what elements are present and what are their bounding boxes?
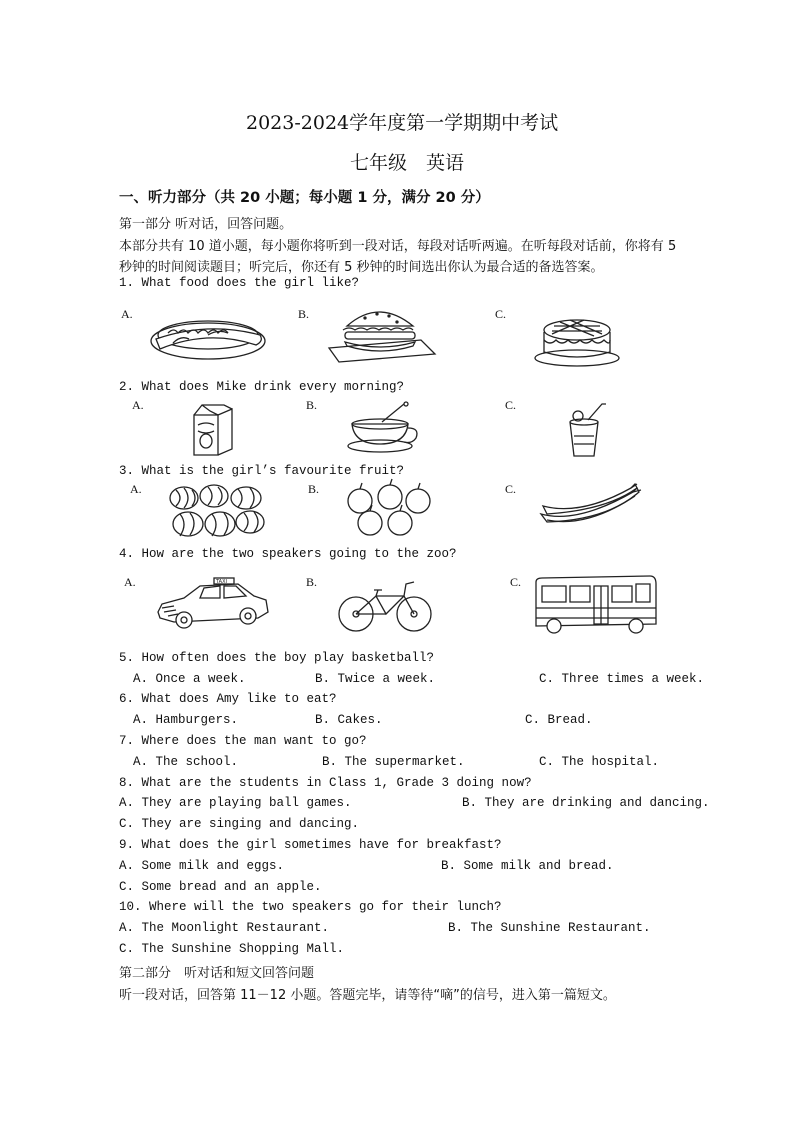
question-5: 5. How often does the boy play basketball? — [119, 651, 435, 665]
question-10: 10. Where will the two speakers go for their lunch? — [119, 900, 502, 914]
part2-title: 第二部分 听对话和短文回答问题 — [119, 966, 315, 981]
coffee-cup-icon — [346, 402, 426, 454]
bicycle-icon — [334, 578, 438, 634]
question-9: 9. What does the girl sometimes have for breakfast? — [119, 838, 502, 852]
question-4: 4. How are the two speakers going to the zoo? — [119, 547, 457, 561]
question-3: 3. What is the girl’s favourite fruit? — [119, 464, 405, 478]
q3-option-b-label: B. — [308, 482, 320, 496]
question-2: 2. What does Mike drink every morning? — [119, 380, 405, 394]
q2-option-a-label: A. — [132, 398, 144, 412]
part1-title: 第一部分 听对话，回答问题。 — [119, 217, 293, 232]
bananas-icon — [537, 484, 645, 526]
q8-option-c: C. They are singing and dancing. — [119, 817, 360, 831]
q10-option-b: B. The Sunshine Restaurant. — [448, 921, 651, 935]
q9-option-b: B. Some milk and bread. — [441, 859, 614, 873]
q3-option-a-label: A. — [130, 482, 142, 496]
taxi-icon — [154, 578, 272, 632]
q1-option-a-label: A. — [121, 307, 133, 321]
q8-option-b: B. They are drinking and dancing. — [462, 796, 710, 810]
q6-option-c: C. Bread. — [525, 713, 593, 727]
exam-title: 2023-2024学年度第一学期期中考试 — [246, 112, 559, 134]
q6-option-a: A. Hamburgers. — [133, 713, 239, 727]
q10-option-a: A. The Moonlight Restaurant. — [119, 921, 330, 935]
q4-option-c-label: C. — [510, 575, 522, 589]
instructions-line1: 本部分共有 10 道小题，每小题你将听到一段对话，每段对话听两遍。在听每段对话前，你将有 5 — [119, 239, 677, 254]
juice-glass-icon — [562, 402, 608, 458]
q5-option-a: A. Once a week. — [133, 672, 246, 686]
taxi-sign-text: TAXI — [216, 579, 227, 585]
q1-option-b-label: B. — [298, 307, 310, 321]
milk-carton-icon — [188, 401, 238, 457]
instructions-line2: 秒钟的时间阅读题目；听完后，你还有 5 秒钟的时间选出你认为最合适的备选答案。 — [119, 260, 604, 275]
hamburger-icon — [325, 304, 437, 364]
q2-option-b-label: B. — [306, 398, 318, 412]
q8-option-a: A. They are playing ball games. — [119, 796, 352, 810]
exam-subtitle: 七年级 英语 — [350, 152, 465, 174]
q2-option-c-label: C. — [505, 398, 517, 412]
cake-icon — [532, 308, 622, 368]
question-8: 8. What are the students in Class 1, Grade 3 doing now? — [119, 776, 532, 790]
question-6: 6. What does Amy like to eat? — [119, 692, 337, 706]
q9-option-a: A. Some milk and eggs. — [119, 859, 285, 873]
q7-option-c: C. The hospital. — [539, 755, 660, 769]
q5-option-b: B. Twice a week. — [315, 672, 436, 686]
hotdog-icon — [148, 305, 268, 365]
q9-option-c: C. Some bread and an apple. — [119, 880, 322, 894]
q7-option-b: B. The supermarket. — [322, 755, 465, 769]
watermelons-icon — [166, 484, 268, 540]
question-7: 7. Where does the man want to go? — [119, 734, 367, 748]
section-heading: 一、听力部分（共 20 小题；每小题 1 分，满分 20 分） — [119, 190, 490, 206]
q3-option-c-label: C. — [505, 482, 517, 496]
q4-option-b-label: B. — [306, 575, 318, 589]
apples-icon — [344, 483, 436, 537]
q4-option-a-label: A. — [124, 575, 136, 589]
q7-option-a: A. The school. — [133, 755, 239, 769]
question-1: 1. What food does the girl like? — [119, 276, 360, 290]
bus-icon — [532, 574, 660, 636]
q5-option-c: C. Three times a week. — [539, 672, 705, 686]
part2-instructions: 听一段对话，回答第 11－12 小题。答题完毕，请等待“嘀”的信号，进入第一篇短文。 — [119, 988, 616, 1003]
q10-option-c: C. The Sunshine Shopping Mall. — [119, 942, 345, 956]
q6-option-b: B. Cakes. — [315, 713, 383, 727]
q1-option-c-label: C. — [495, 307, 507, 321]
